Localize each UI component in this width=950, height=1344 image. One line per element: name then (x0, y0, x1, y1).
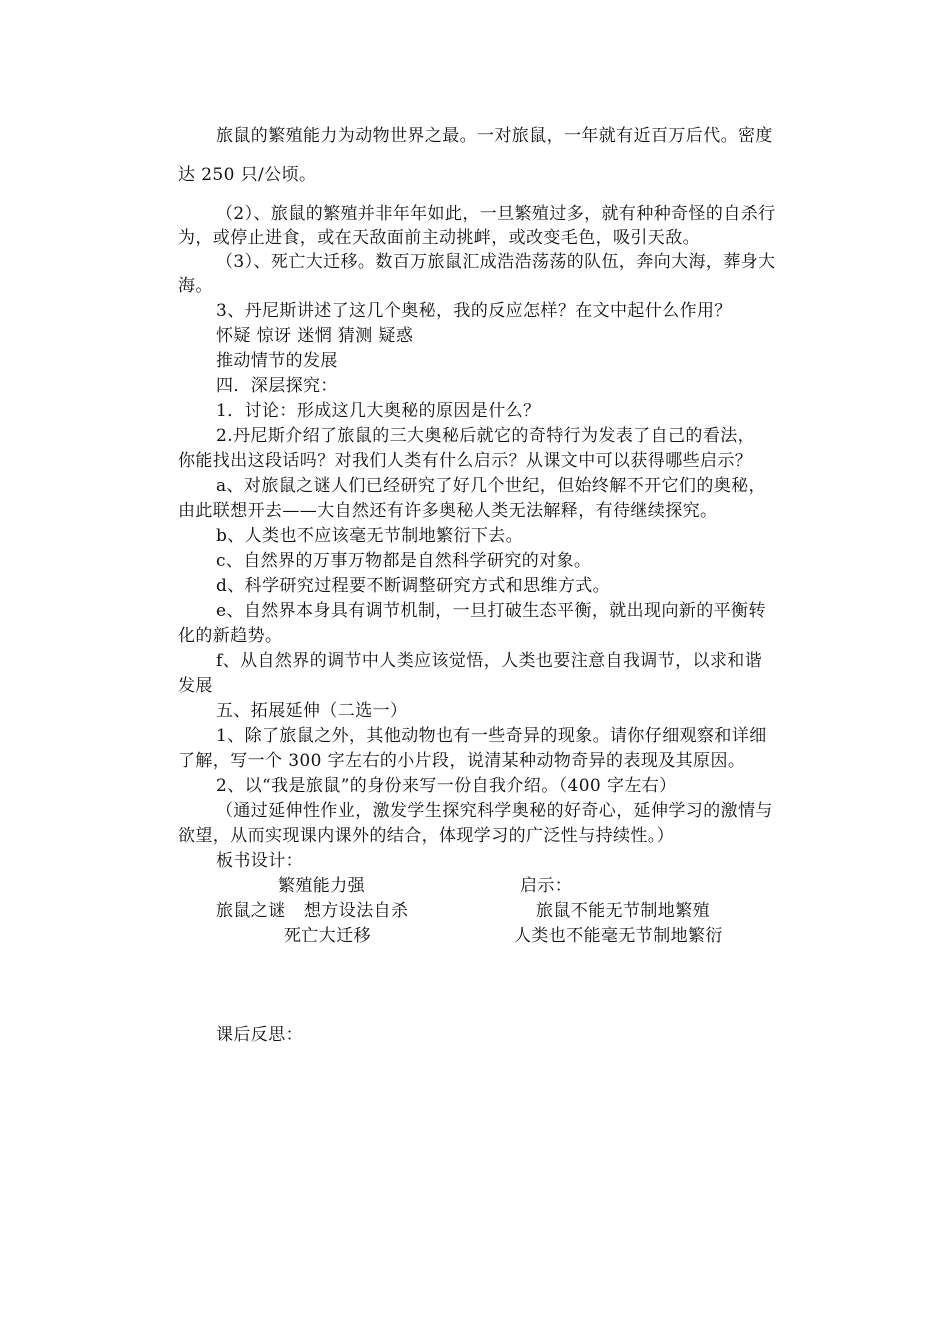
effect-text: 推动情节的发展 (216, 351, 338, 371)
paragraph-breeding-line1: 旅鼠的繁殖能力为动物世界之最。一对旅鼠，一年就有近百万后代。密度 (216, 126, 773, 146)
board-item-migration: 死亡大迁移 (284, 926, 371, 946)
paragraph-breeding-line2: 达 250 只/公顷。 (178, 165, 317, 185)
board-insight-2: 人类也不能毫无节制地繁衍 (514, 926, 723, 946)
insight-f-line1: f、从自然界的调节中人类应该觉悟，人类也要注意自我调节，以求和谐 (216, 651, 763, 671)
paragraph-suicide-line2: 为，或停止进食，或在天敌面前主动挑衅，或改变毛色，吸引天敌。 (178, 228, 700, 248)
paragraph-suicide-line1: （2）、旅鼠的繁殖并非年年如此，一旦繁殖过多，就有种种奇怪的自杀行 (216, 204, 776, 224)
board-insight-1: 旅鼠不能无节制地繁殖 (536, 901, 710, 921)
insight-a-line2: 由此联想开去——大自然还有许多奥秘人类无法解释，有待继续探究。 (178, 501, 718, 521)
insight-a-line1: a、对旅鼠之谜人们已经研究了好几个世纪，但始终解不开它们的奥秘， (216, 476, 766, 496)
board-insight-label: 启示： (520, 876, 573, 896)
section-4-heading: 四．深层探究： (216, 376, 338, 396)
board-item-suicide: 想方设法自杀 (304, 901, 409, 921)
paragraph-migration-line1: （3）、死亡大迁移。数百万旅鼠汇成浩浩荡荡的队伍，奔向大海，葬身大 (216, 252, 776, 272)
board-topic: 旅鼠之谜 (216, 901, 286, 921)
board-design-heading: 板书设计： (216, 851, 303, 871)
insight-e-line2: 化的新趋势。 (178, 626, 283, 646)
question-4-2-line2: 你能找出这段话吗？对我们人类有什么启示？从课文中可以获得哪些启示？ (178, 451, 753, 471)
extension-1-line2: 了解，写一个 300 字左右的小片段，说清某种动物奇异的表现及其原因。 (178, 751, 746, 771)
question-4-2-line1: 2.丹尼斯介绍了旅鼠的三大奥秘后就它的奇特行为发表了自己的看法， (216, 426, 756, 446)
paragraph-migration-line2: 海。 (178, 276, 213, 296)
reactions-list: 怀疑 惊讶 迷惘 猜测 疑惑 (216, 326, 414, 346)
question-3: 3、丹尼斯讲述了这几个奥秘，我的反应怎样？在文中起什么作用？ (216, 301, 732, 321)
design-note-line2: 欲望，从而实现课内课外的结合，体现学习的广泛性与持续性。） (178, 826, 675, 846)
insight-f-line2: 发展 (178, 676, 213, 696)
extension-2: 2、以“我是旅鼠”的身份来写一份自我介绍。（400 字左右） (216, 776, 677, 796)
question-4-1: 1．讨论：形成这几大奥秘的原因是什么？ (216, 401, 541, 421)
insight-b: b、人类也不应该毫无节制地繁衍下去。 (216, 526, 524, 546)
board-item-breeding: 繁殖能力强 (278, 876, 365, 896)
insight-e-line1: e、自然界本身具有调节机制，一旦打破生态平衡，就出现向新的平衡转 (216, 601, 766, 621)
design-note-line1: （通过延伸性作业，激发学生探究科学奥秘的好奇心，延伸学习的激情与 (216, 801, 773, 821)
insight-d: d、科学研究过程要不断调整研究方式和思维方式。 (216, 576, 611, 596)
section-5-heading: 五、拓展延伸（二选一） (216, 701, 408, 721)
post-lesson-reflection-heading: 课后反思： (216, 1025, 303, 1045)
extension-1-line1: 1、除了旅鼠之外，其他动物也有一些奇异的现象。请你仔细观察和详细 (216, 726, 767, 746)
insight-c: c、自然界的万事万物都是自然科学研究的对象。 (216, 551, 592, 571)
